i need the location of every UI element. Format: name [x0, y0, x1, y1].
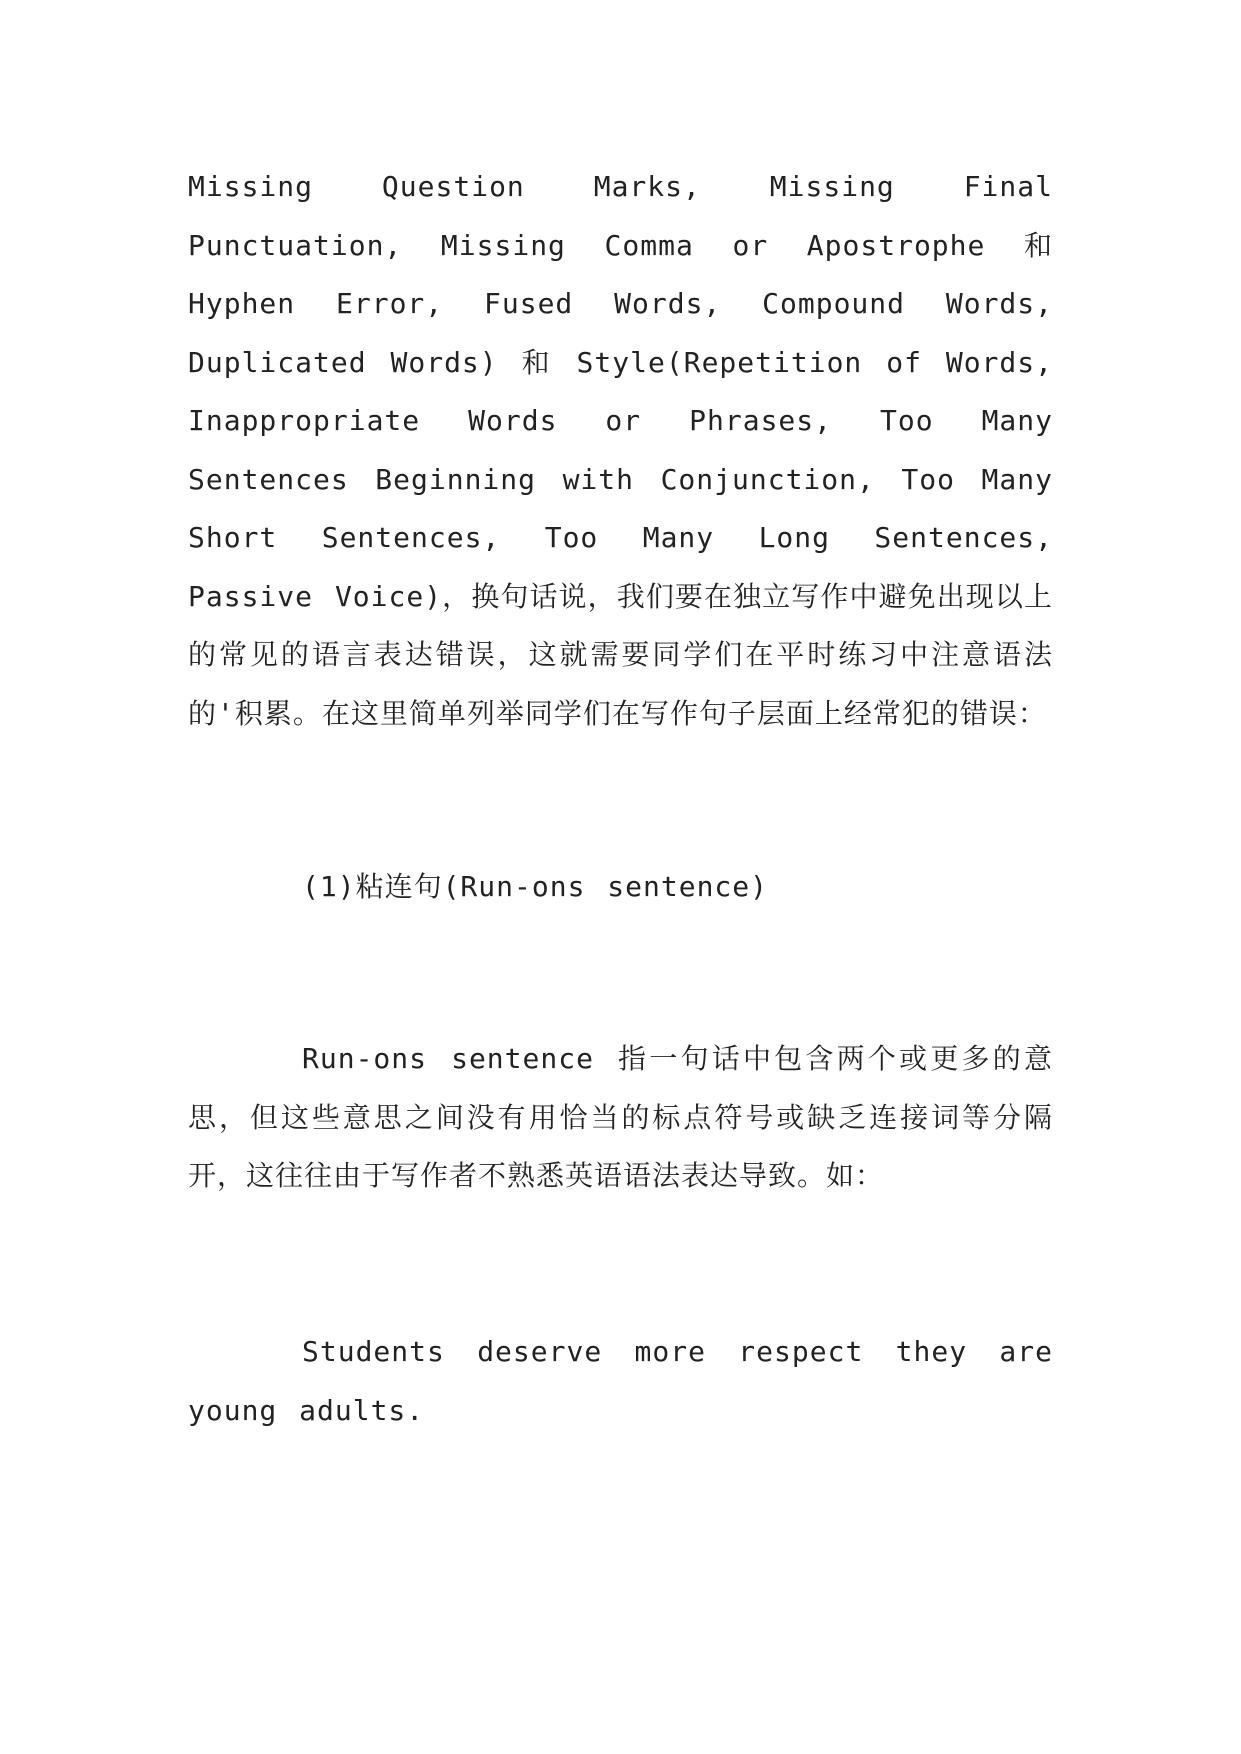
example-sentence: Students deserve more respect they are young adults.	[188, 1335, 1053, 1427]
paragraph-error-types: Missing Question Marks, Missing Final Punctuation, Missing Comma or Apostrophe 和 Hyphen Error, Fused Words, Compound Words, Duplicated Words) 和 Style(Repetition of Words, Inappropriate Words or Phrases, Too Many Sentences Beginning with Conjunction, Too Many Short Sentences, Too Many Long Sentences, Passive Voice)，换句话说，我们要在独立写作中避免出现以上的常见的语言表达错误，这就需要同学们在平时练习中注意语法的'积累。在这里简单列举同学们在写作句子层面上经常犯的错误：	[188, 170, 1053, 730]
section-heading-run-ons: (1)粘连句(Run-ons sentence)	[302, 870, 769, 903]
paragraph-run-ons-definition: Run-ons sentence 指一句话中包含两个或更多的意思，但这些意思之间没有用恰当的标点符号或缺乏连接词等分隔开，这往往由于写作者不熟悉英语语法表达导致。如：	[188, 1042, 1053, 1192]
